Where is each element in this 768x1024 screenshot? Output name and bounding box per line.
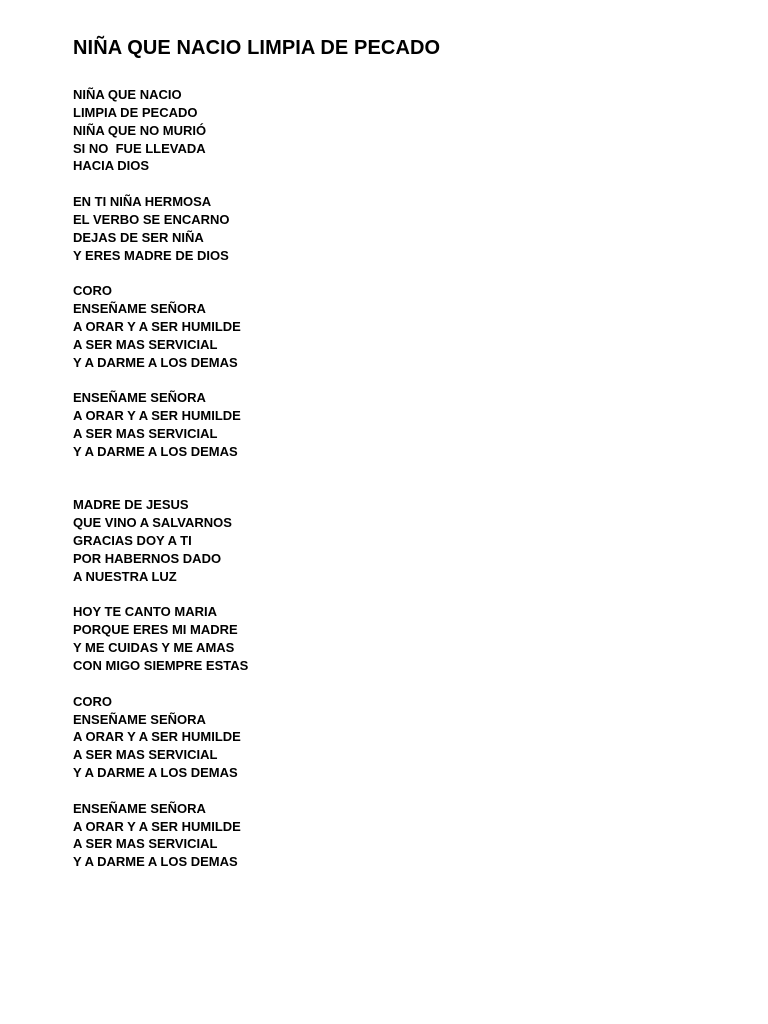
stanza-chorus-2-repeat — [73, 800, 733, 871]
lyric-line: A SER MAS SERVICIAL — [73, 747, 218, 763]
lyric-line: ENSEÑAME SEÑORA — [73, 301, 206, 317]
lyric-line: A NUESTRA LUZ — [73, 568, 177, 584]
lyric-line: NIÑA QUE NACIO — [73, 87, 182, 102]
stanza-2 — [73, 193, 733, 264]
lyric-line: A ORAR Y A SER HUMILDE — [73, 729, 241, 745]
lyric-line: MADRE DE JESUS — [73, 497, 189, 513]
stanza-3 — [73, 496, 733, 585]
document-page — [73, 36, 733, 871]
lyric-line: EN TI NIÑA HERMOSA — [73, 194, 212, 210]
stanza-chorus-2 — [73, 693, 733, 782]
lyric-line: POR HABERNOS DADO — [73, 550, 222, 566]
lyric-line: GRACIAS DOY A TI — [73, 533, 192, 549]
stanza-chorus-1-repeat — [73, 389, 733, 460]
lyric-line: LIMPIA DE PECADO — [73, 104, 198, 120]
lyric-line: Y A DARME A LOS DEMAS — [73, 765, 238, 781]
song-title: NIÑA QUE NACIO LIMPIA DE PECADO — [73, 37, 441, 59]
lyric-line: A SER MAS SERVICIAL — [73, 836, 218, 852]
chorus-label: CORO — [73, 283, 112, 299]
lyric-line: HOY TE CANTO MARIA — [73, 604, 217, 620]
lyric-line: ENSEÑAME SEÑORA — [73, 390, 206, 406]
lyric-line: Y ERES MADRE DE DIOS — [73, 247, 229, 263]
lyric-line: Y A DARME A LOS DEMAS — [73, 443, 238, 459]
lyric-line: A SER MAS SERVICIAL — [73, 336, 218, 352]
lyric-line: QUE VINO A SALVARNOS — [73, 515, 232, 531]
lyric-line: SI NO FUE LLEVADA — [73, 140, 206, 156]
stanza-4 — [73, 603, 733, 674]
lyric-line: A SER MAS SERVICIAL — [73, 426, 218, 442]
stanza-gap — [73, 264, 733, 282]
lyric-line: ENSEÑAME SEÑORA — [73, 711, 206, 727]
stanza-gap — [73, 782, 733, 800]
stanza-chorus-1 — [73, 282, 733, 371]
lyric-line: A ORAR Y A SER HUMILDE — [73, 818, 241, 834]
lyric-line: HACIA DIOS — [73, 158, 150, 174]
stanza-gap — [73, 372, 733, 390]
lyric-line: DEJAS DE SER NIÑA — [73, 229, 204, 245]
lyric-line: Y ME CUIDAS Y ME AMAS — [73, 640, 235, 656]
stanza-gap — [73, 675, 733, 693]
lyric-line: A ORAR Y A SER HUMILDE — [73, 318, 241, 334]
lyric-line: Y A DARME A LOS DEMAS — [73, 854, 238, 870]
lyric-line: Y A DARME A LOS DEMAS — [73, 354, 238, 370]
stanza-1 — [73, 86, 733, 175]
lyric-line: NIÑA QUE NO MURIÓ — [73, 122, 207, 138]
lyric-line: EL VERBO SE ENCARNO — [73, 211, 230, 227]
stanza-gap — [73, 461, 733, 497]
lyric-line: PORQUE ERES MI MADRE — [73, 622, 238, 638]
lyric-line: CON MIGO SIEMPRE ESTAS — [73, 658, 249, 673]
stanza-gap — [73, 175, 733, 193]
lyric-line: A ORAR Y A SER HUMILDE — [73, 408, 241, 424]
chorus-label: CORO — [73, 693, 112, 709]
lyric-line: ENSEÑAME SEÑORA — [73, 800, 206, 816]
stanza-gap — [73, 586, 733, 604]
